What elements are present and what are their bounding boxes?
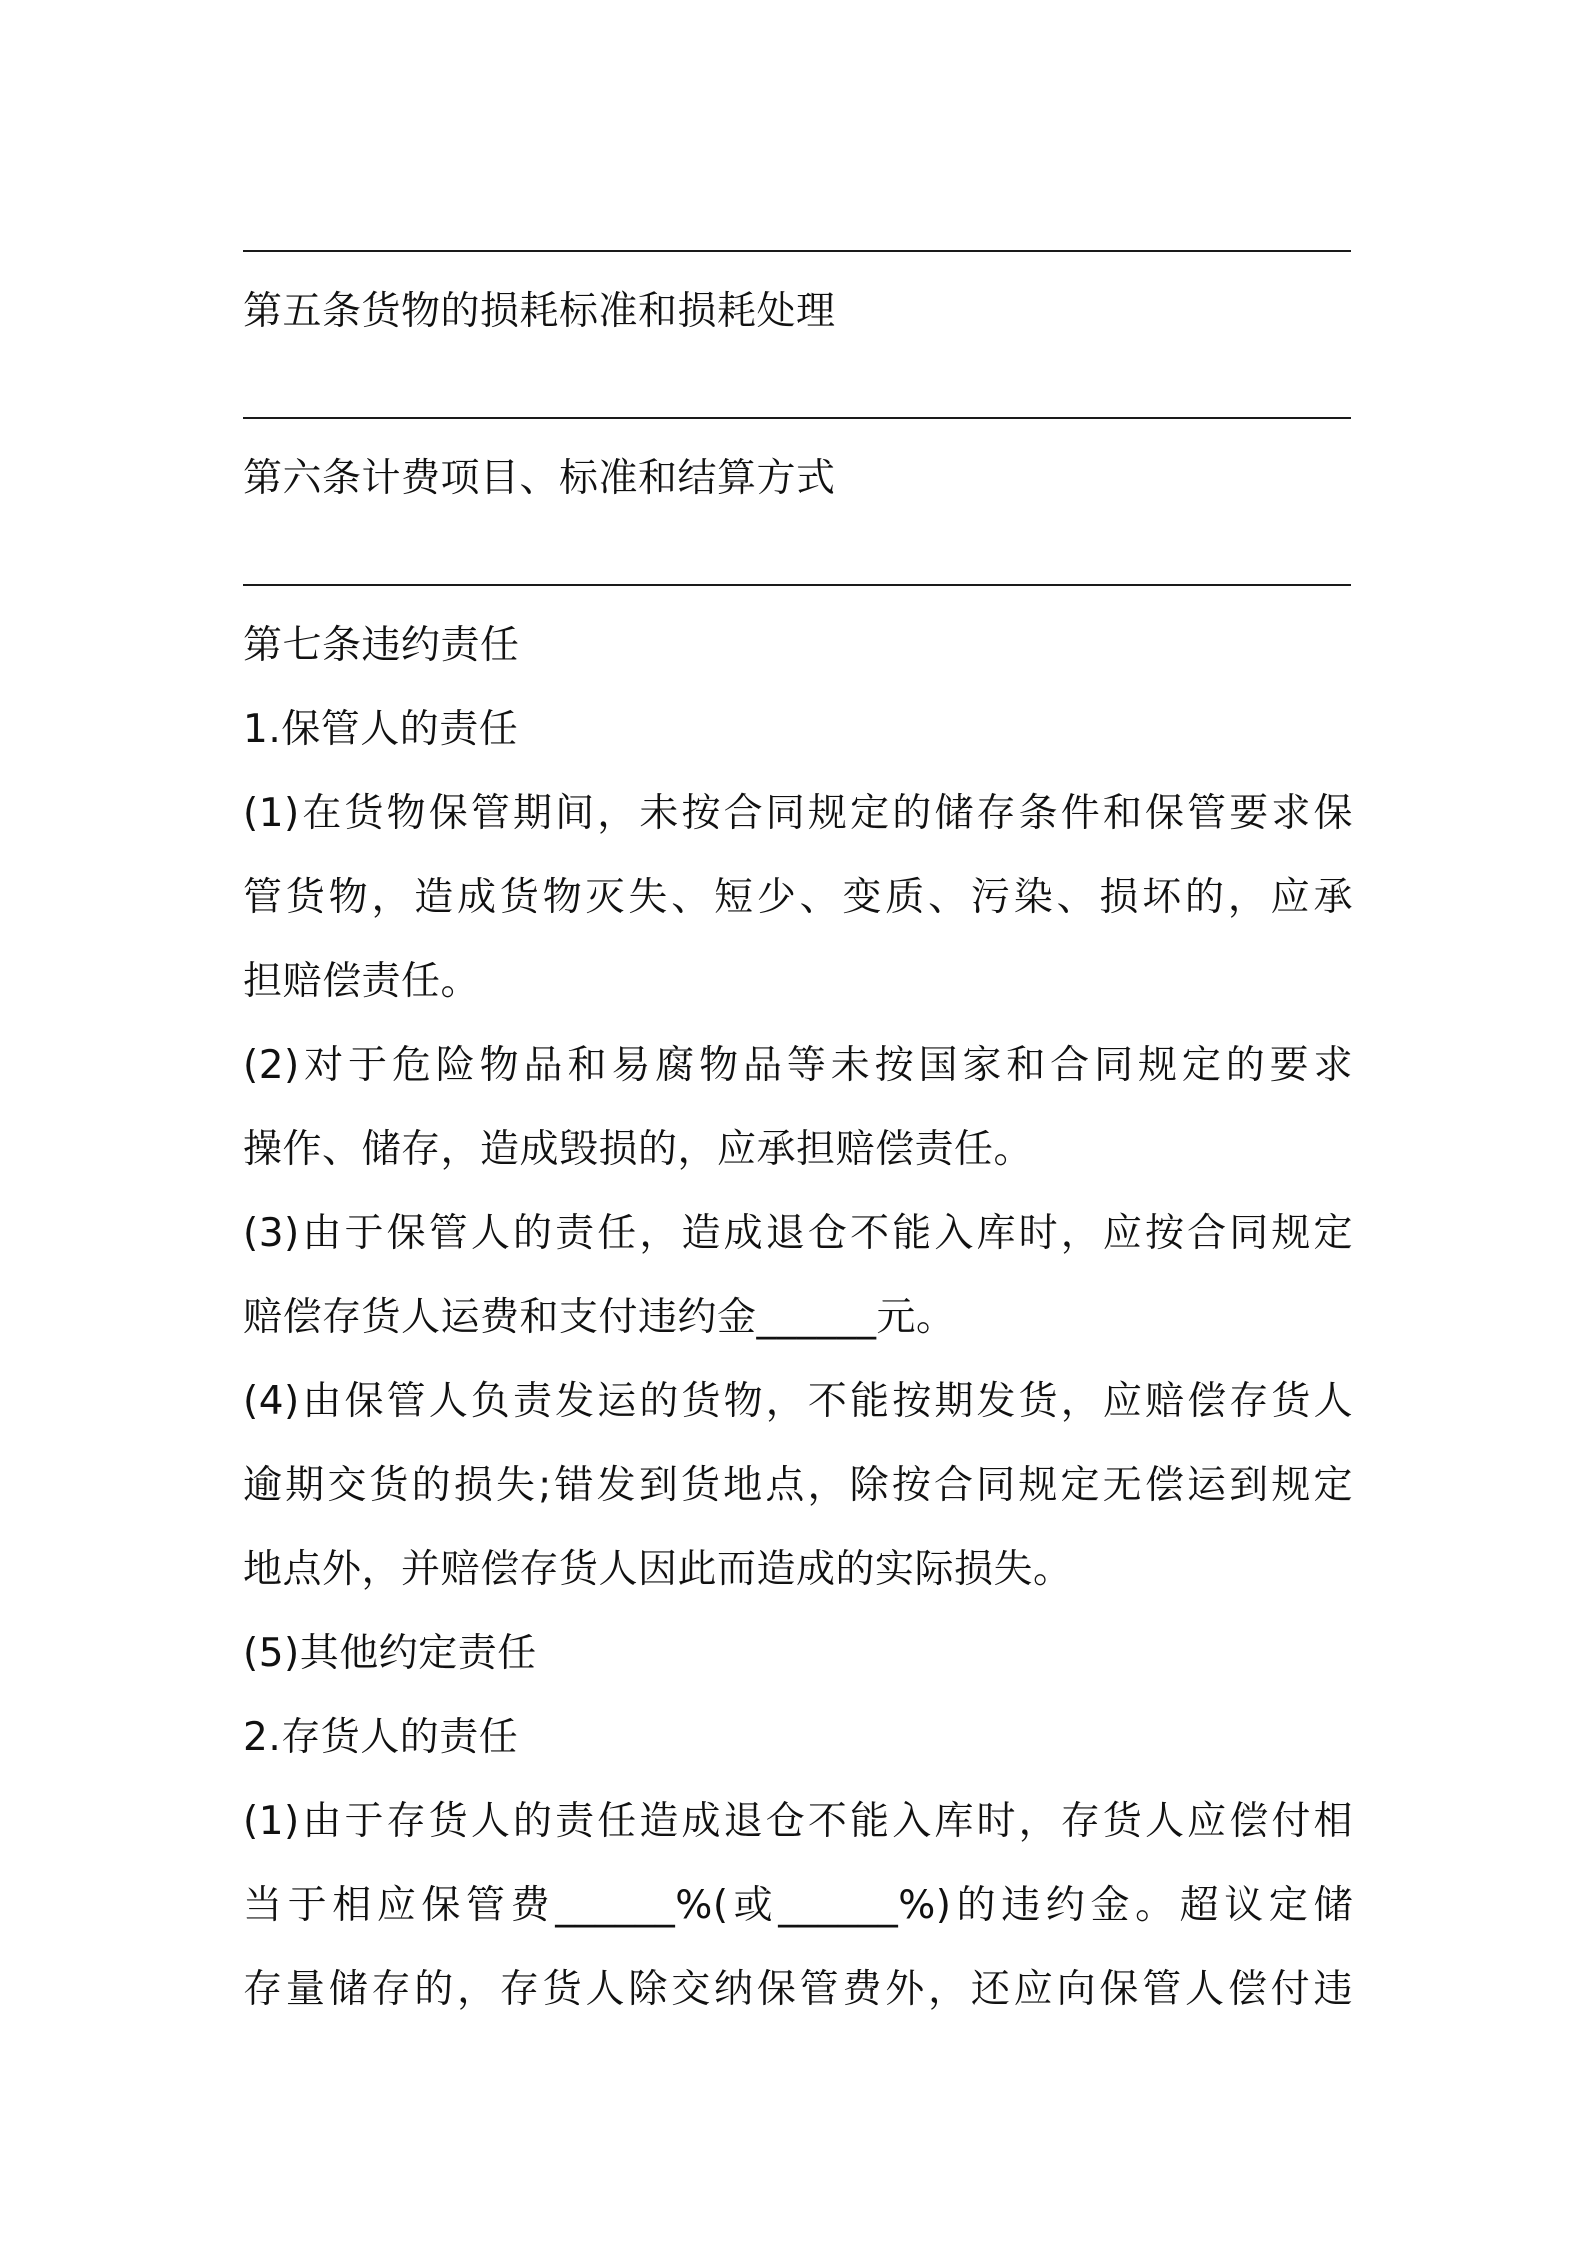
paragraph-line: 赔偿存货人运费和支付违约金______元。 <box>243 1295 956 1340</box>
fill-in-line <box>243 584 1351 586</box>
fill-in-line <box>243 417 1351 419</box>
paragraph-line: (4)由保管人负责发运的货物，不能按期发货，应赔偿存货人 <box>243 1379 1353 1424</box>
paragraph-line: 逾期交货的损失;错发到货地点，除按合同规定无偿运到规定 <box>243 1463 1353 1508</box>
paragraph-line: (2)对于危险物品和易腐物品等未按国家和合同规定的要求 <box>243 1043 1353 1088</box>
paragraph-line: 存量储存的，存货人除交纳保管费外，还应向保管人偿付违 <box>243 1967 1353 2012</box>
section-heading: 2.存货人的责任 <box>243 1715 519 1760</box>
paragraph-line: 地点外，并赔偿存货人因此而造成的实际损失。 <box>243 1547 1073 1592</box>
article-7-heading: 第七条违约责任 <box>243 623 520 668</box>
section-heading: 1.保管人的责任 <box>243 707 519 752</box>
paragraph-line: (5)其他约定责任 <box>243 1631 537 1676</box>
paragraph-line: 担赔偿责任。 <box>243 959 481 1004</box>
paragraph-line: (3)由于保管人的责任，造成退仓不能入库时，应按合同规定 <box>243 1211 1353 1256</box>
paragraph-line: 当于相应保管费______%(或______%)的违约金。超议定储 <box>243 1883 1353 1928</box>
paragraph-line: (1)由于存货人的责任造成退仓不能入库时，存货人应偿付相 <box>243 1799 1353 1844</box>
article-5-heading: 第五条货物的损耗标准和损耗处理 <box>243 289 836 334</box>
paragraph-line: 管货物，造成货物灭失、短少、变质、污染、损坏的，应承 <box>243 875 1353 920</box>
paragraph-line: 操作、储存，造成毁损的，应承担赔偿责任。 <box>243 1127 1034 1172</box>
article-6-heading: 第六条计费项目、标准和结算方式 <box>243 456 836 501</box>
fill-in-line <box>243 250 1351 252</box>
paragraph-line: (1)在货物保管期间，未按合同规定的储存条件和保管要求保 <box>243 791 1353 836</box>
